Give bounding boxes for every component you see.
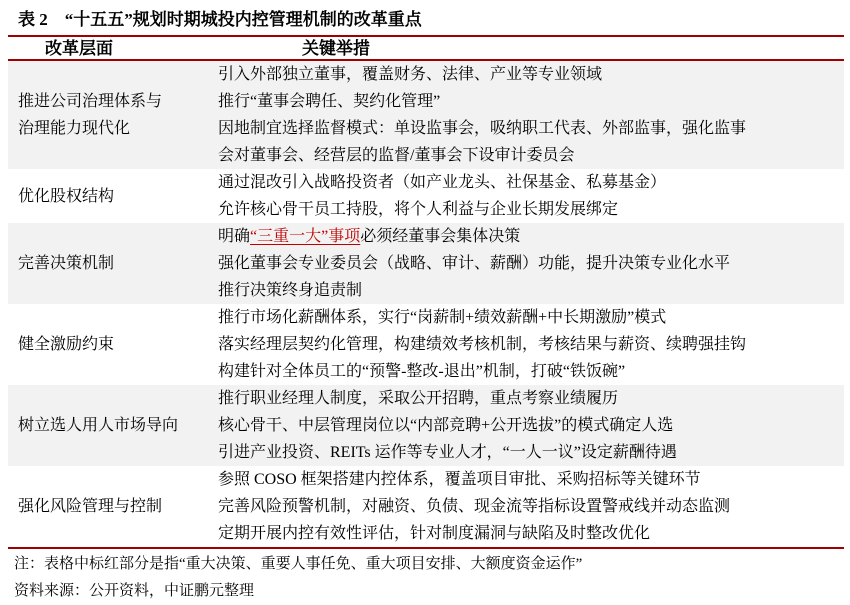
measure-line: [218, 115, 844, 142]
measure-text: 推行决策终身追责制: [218, 282, 363, 299]
measure-line: [218, 250, 844, 277]
measure-text: 推行职业经理人制度，采取公开招聘，重点考察业绩履历: [218, 390, 619, 407]
table-row: [8, 61, 844, 169]
reform-area-cell: [8, 304, 218, 385]
note-highlight-explanation: 注：表格中标红部分是指“重大决策、重要人事任免、重大项目安排、大额度资金运作”: [14, 556, 583, 572]
measure-line: [218, 196, 844, 223]
reform-area-label: 树立选人用人市场导向: [18, 417, 179, 434]
measure-text: 通过混改引入战略投资者（如产业龙头、社保基金、私募基金）: [218, 174, 667, 191]
measures-cell: [218, 466, 844, 547]
reform-table: [8, 35, 844, 549]
table-row: [8, 385, 844, 466]
measure-text: 参照 COSO 框架搭建内控体系，覆盖项目审批、采购招标等关键环节: [218, 471, 701, 488]
table-row: [8, 169, 844, 223]
measures-cell: [218, 169, 844, 223]
header-reform-area: 改革层面: [45, 39, 113, 58]
measures-cell: [218, 61, 844, 169]
table-body: [8, 61, 844, 547]
measure-line: [218, 358, 844, 385]
reform-area-cell: [8, 61, 218, 169]
measures-cell: [218, 304, 844, 385]
reform-area-label: 推进公司治理体系与: [18, 93, 163, 110]
measure-line: [218, 304, 844, 331]
measure-text: 必须经董事会集体决策: [360, 228, 521, 245]
measure-line: [218, 142, 844, 169]
reform-area-label: 强化风险管理与控制: [18, 498, 163, 515]
measure-line: [218, 223, 844, 250]
measure-text: 强化董事会专业委员会（战略、审计、薪酬）功能，提升决策专业化水平: [218, 255, 731, 272]
measure-text: 明确: [218, 228, 251, 245]
header-key-measures: 关键举措: [302, 39, 370, 58]
measure-line: [218, 493, 844, 520]
reform-area-cell: [8, 466, 218, 547]
measure-text: 定期开展内控有效性评估，针对制度漏洞与缺陷及时整改优化: [218, 525, 651, 542]
source-note: 资料来源：公开资料，中证鹏元整理: [14, 583, 255, 599]
measure-text: 推行“董事会聘任、契约化管理”: [218, 93, 441, 110]
table-header-row: [8, 37, 844, 61]
measure-line: [218, 520, 844, 547]
measure-line: [218, 88, 844, 115]
measure-line: [218, 61, 844, 88]
measure-text: 允许核心骨干员工持股，将个人利益与企业长期发展绑定: [218, 201, 619, 218]
measures-cell: [218, 223, 844, 304]
footnotes: [14, 551, 582, 605]
measure-text: 核心骨干、中层管理岗位以“内部竞聘+公开选拔”的模式确定人选: [218, 417, 674, 434]
measure-line: [218, 466, 844, 493]
measure-line: [218, 169, 844, 196]
highlighted-text: “三重一大”事项: [250, 228, 361, 245]
measure-text: 引进产业投资、REITs 运作等专业人才，“一人一议”设定薪酬待遇: [218, 444, 677, 461]
table-row: [8, 223, 844, 304]
reform-area-label: 完善决策机制: [18, 255, 115, 272]
measure-line: [218, 412, 844, 439]
table-row: [8, 466, 844, 547]
reform-area-cell: [8, 385, 218, 466]
reform-area-label: 治理能力现代化: [18, 120, 131, 137]
measure-text: 完善风险预警机制，对融资、负债、现金流等指标设置警戒线并动态监测: [218, 498, 731, 515]
table-title: 表 2 “十五五”规划时期城投内控管理机制的改革重点: [18, 10, 422, 29]
measure-text: 会对董事会、经营层的监督/董事会下设审计委员会: [218, 147, 575, 164]
measure-line: [218, 331, 844, 358]
measure-text: 落实经理层契约化管理，构建绩效考核机制，考核结果与薪资、续聘强挂钩: [218, 336, 747, 353]
reform-area-label: 优化股权结构: [18, 187, 115, 205]
reform-area-label: 健全激励约束: [18, 336, 115, 353]
reform-area-cell: [8, 169, 218, 223]
measure-text: 构建针对全体员工的“预警-整改-退出”机制，打破“铁饭碗”: [218, 363, 626, 380]
measure-line: [218, 277, 844, 304]
measure-line: [218, 385, 844, 412]
reform-area-cell: [8, 223, 218, 304]
measure-text: 因地制宜选择监督模式：单设监事会，吸纳职工代表、外部监事，强化监事: [218, 120, 747, 137]
measure-text: 引入外部独立董事，覆盖财务、法律、产业等专业领域: [218, 66, 603, 83]
measure-text: 推行市场化薪酬体系，实行“岗薪制+绩效薪酬+中长期激励”模式: [218, 309, 667, 326]
measures-cell: [218, 385, 844, 466]
measure-line: [218, 439, 844, 466]
table-row: [8, 304, 844, 385]
